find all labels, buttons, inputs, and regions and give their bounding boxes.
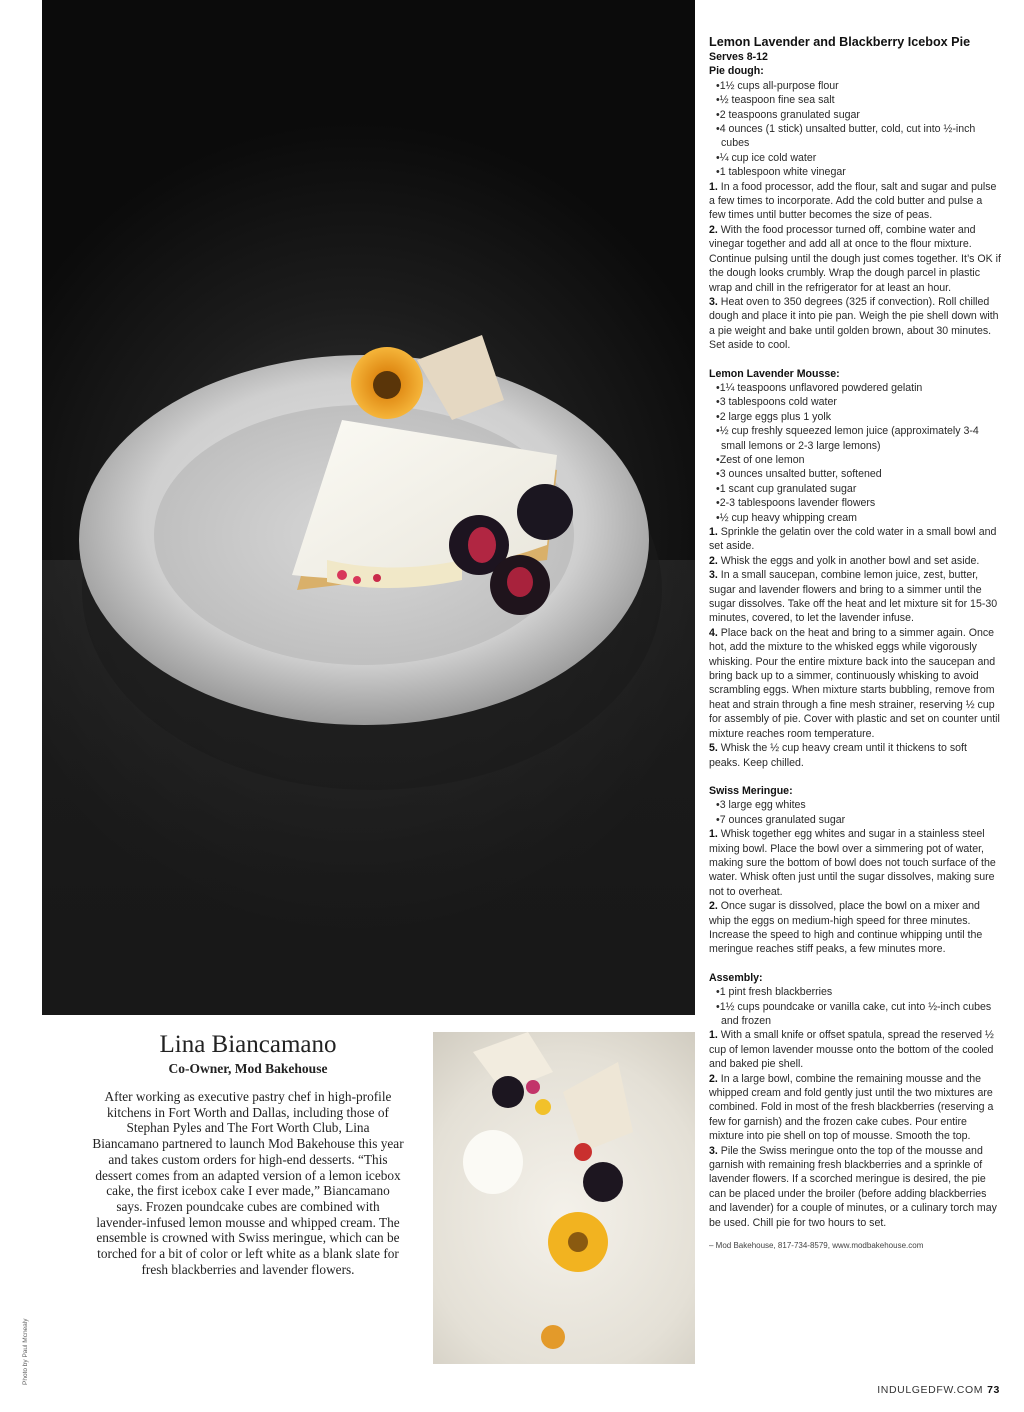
- pie-top-illustration: [433, 1032, 695, 1364]
- step-number: 2.: [709, 900, 718, 913]
- page-number: 73: [987, 1384, 1000, 1396]
- step-text: Whisk the eggs and yolk in another bowl and set aside.: [717, 554, 980, 567]
- step-number: 3.: [709, 569, 718, 582]
- step-item: [709, 1144, 1001, 1230]
- step-number: 3.: [709, 1144, 718, 1157]
- step-text: In a large bowl, combine the remaining mousse and the whipped cream and fold gently just until the two mixtures are combined. Fold in most of the fresh blackberries (reserving a few for garnish) and the frozen cake cubes. Pour entire mixture into pie shell on top of mousse. Smooth the top.: [709, 1072, 994, 1143]
- step-text: Whisk the ½ cup heavy cream until it thickens to soft peaks. Keep chilled.: [709, 742, 967, 769]
- hero-photo: [42, 0, 695, 1015]
- ingredient-list-assembly: [709, 985, 1001, 1028]
- step-item: [709, 1072, 1001, 1144]
- step-number: 2.: [709, 1072, 718, 1085]
- ingredient-item: • ¼ cup ice cold water: [709, 151, 1001, 165]
- step-text: With a small knife or offset spatula, spread the reserved ½ cup of lemon lavender mousse onto the bottom of the cooled and baked pie shell.: [709, 1029, 994, 1071]
- step-item: [709, 827, 1001, 899]
- section-heading-mousse: Lemon Lavender Mousse:: [709, 367, 840, 380]
- footer-site: INDULGEDFW.COM: [877, 1384, 984, 1396]
- step-item: [709, 741, 1001, 770]
- step-item: [709, 1028, 1001, 1071]
- ingredient-item: • 7 ounces granulated sugar: [709, 813, 1001, 827]
- step-text: Heat oven to 350 degrees (325 if convection). Roll chilled dough and place it into pie pan. Weigh the pie shell down with a pie weight and bake until golden brown, about 30 minutes. Set aside to cool.: [709, 295, 999, 352]
- page-footer: [877, 1384, 1000, 1396]
- step-number: 1.: [709, 828, 718, 841]
- step-text: Place back on the heat and bring to a simmer again. Once hot, add the mixture to the whisked eggs while vigorously whisking. Pour the entire mixture back into the saucepan and bring back up to a simmer, continuously whisking to avoid scrambling eggs. When mixture starts bubbling, remove from heat and strain through a fine mesh strainer, reserving ½ cup for assembly of pie. Cover with plastic and set on counter until mixture reaches room temperature.: [709, 626, 1000, 740]
- recipe-title: Lemon Lavender and Blackberry Icebox Pie: [709, 35, 971, 49]
- step-item: [709, 899, 1001, 957]
- ingredient-item: • 1½ cups all-purpose flour: [709, 79, 1001, 93]
- recipe-serves: Serves 8-12: [709, 51, 768, 63]
- step-number: 1.: [709, 526, 718, 538]
- photo-credit: Photo by Paul Mcnealy: [22, 1318, 29, 1385]
- ingredient-list-pie-dough: [709, 79, 1001, 180]
- chef-role: Co-Owner, Mod Bakehouse: [168, 1061, 328, 1076]
- step-item: [709, 554, 1001, 568]
- step-item: [709, 626, 1001, 741]
- step-item: [709, 295, 1001, 353]
- step-text: In a food processor, add the flour, salt and sugar and pulse a few times to incorporate. Add the cold butter and pulse a few times until butter becomes the size of peas.: [709, 180, 997, 222]
- ingredient-item: • 2-3 tablespoons lavender flowers: [709, 496, 1001, 510]
- step-text: Pile the Swiss meringue onto the top of the mousse and garnish with remaining fresh blackberries and a sprinkle of lavender flowers. If a scorched meringue is desired, the pie can be placed under the broiler (before adding blackberries and lavender) for a couple of minutes, or a culinary torch may be used. Chill pie for two hours to set.: [709, 1144, 997, 1229]
- step-number: 2.: [709, 223, 718, 236]
- ingredient-item: • 3 large egg whites: [709, 798, 1001, 812]
- ingredient-list-mousse: [709, 381, 1001, 525]
- step-number: 1.: [709, 180, 718, 193]
- step-number: 3.: [709, 295, 718, 308]
- ingredient-item: • 1 pint fresh blackberries: [709, 985, 1001, 999]
- chef-bio: [92, 1030, 404, 1277]
- step-item: [709, 525, 1001, 554]
- ingredient-item: • ½ cup freshly squeezed lemon juice (approximately 3-4 small lemons or 2-3 large lemons): [709, 424, 1001, 453]
- detail-photo: [433, 1032, 695, 1364]
- step-item: [709, 180, 1001, 223]
- step-text: Sprinkle the gelatin over the cold water in a small bowl and set aside.: [709, 526, 997, 553]
- step-number: 5.: [709, 742, 718, 755]
- step-text: With the food processor turned off, combine water and vinegar together and add all at once to the flour mixture. Continue pulsing until the dough just comes together. It’s OK if the dough looks crumbly. Wrap the dough parcel in plastic wrap and chill in the refrigerator for at least an hour.: [709, 223, 1001, 294]
- step-text: In a small saucepan, combine lemon juice, zest, butter, sugar and lavender flowers and bring to a simmer until the sugar dissolves. Take off the heat and let mixture sit for 15-30 minutes, covered, to let the lavender infuse.: [709, 569, 998, 625]
- ingredient-item: • 3 tablespoons cold water: [709, 395, 1001, 409]
- ingredient-item: • 2 teaspoons granulated sugar: [709, 108, 1001, 122]
- ingredient-item: • Zest of one lemon: [709, 453, 1001, 467]
- ingredient-item: • 1 scant cup granulated sugar: [709, 482, 1001, 496]
- chef-name: Lina Biancamano: [159, 1031, 337, 1058]
- pie-slice-illustration: [42, 0, 695, 1015]
- ingredient-item: • 4 ounces (1 stick) unsalted butter, cold, cut into ½-inch cubes: [709, 122, 1001, 151]
- ingredient-item: • 1¼ teaspoons unflavored powdered gelatin: [709, 381, 1001, 395]
- step-text: Whisk together egg whites and sugar in a stainless steel mixing bowl. Place the bowl over a simmering pot of water, making sure the bottom of bowl does not touch surface of the water. Whisk often just until the sugar dissolves, making sure not to overheat.: [709, 828, 996, 898]
- step-item: [709, 568, 1001, 626]
- recipe-column: [709, 34, 1001, 1251]
- step-number: 2.: [709, 554, 718, 567]
- step-item: [709, 223, 1001, 295]
- ingredient-item: • ½ teaspoon fine sea salt: [709, 93, 1001, 107]
- step-number: 1.: [709, 1029, 718, 1042]
- ingredient-list-meringue: [709, 798, 1001, 827]
- step-text: Once sugar is dissolved, place the bowl on a mixer and whip the eggs on medium-high speed for three minutes. Increase the speed to high and continue whipping until the meringue reaches stiff peaks, a few minutes more.: [709, 900, 983, 956]
- section-heading-meringue: Swiss Meringue:: [709, 784, 793, 797]
- step-number: 4.: [709, 626, 718, 639]
- ingredient-item: • 1½ cups poundcake or vanilla cake, cut into ½-inch cubes and frozen: [709, 1000, 1001, 1029]
- ingredient-item: • 1 tablespoon white vinegar: [709, 165, 1001, 179]
- ingredient-item: • ½ cup heavy whipping cream: [709, 511, 1001, 525]
- section-heading-assembly: Assembly:: [709, 971, 763, 984]
- ingredient-item: • 2 large eggs plus 1 yolk: [709, 410, 1001, 424]
- bio-paragraph: After working as executive pastry chef in high-profile kitchens in Fort Worth and Dallas, including those of Stephan Pyles and The Fort Worth Club, Lina Biancamano partnered to launch Mod Bakehouse this year and takes custom orders for high-end desserts. “This dessert comes from an adapted version of a lemon icebox cake, the first icebox cake I ever made,” Biancamano says. Frozen poundcake cubes are combined with lavender-infused lemon mousse and whipped cream. The ensemble is crowned with Swiss meringue, which can be torched for a bit of color or left white as a blank slate for fresh blackberries and lavender flowers.: [92, 1089, 404, 1277]
- section-heading-pie-dough: Pie dough:: [709, 65, 764, 78]
- ingredient-item: • 3 ounces unsalted butter, softened: [709, 467, 1001, 481]
- recipe-credit: – Mod Bakehouse, 817-734-8579, www.modbakehouse.com: [709, 1241, 924, 1251]
